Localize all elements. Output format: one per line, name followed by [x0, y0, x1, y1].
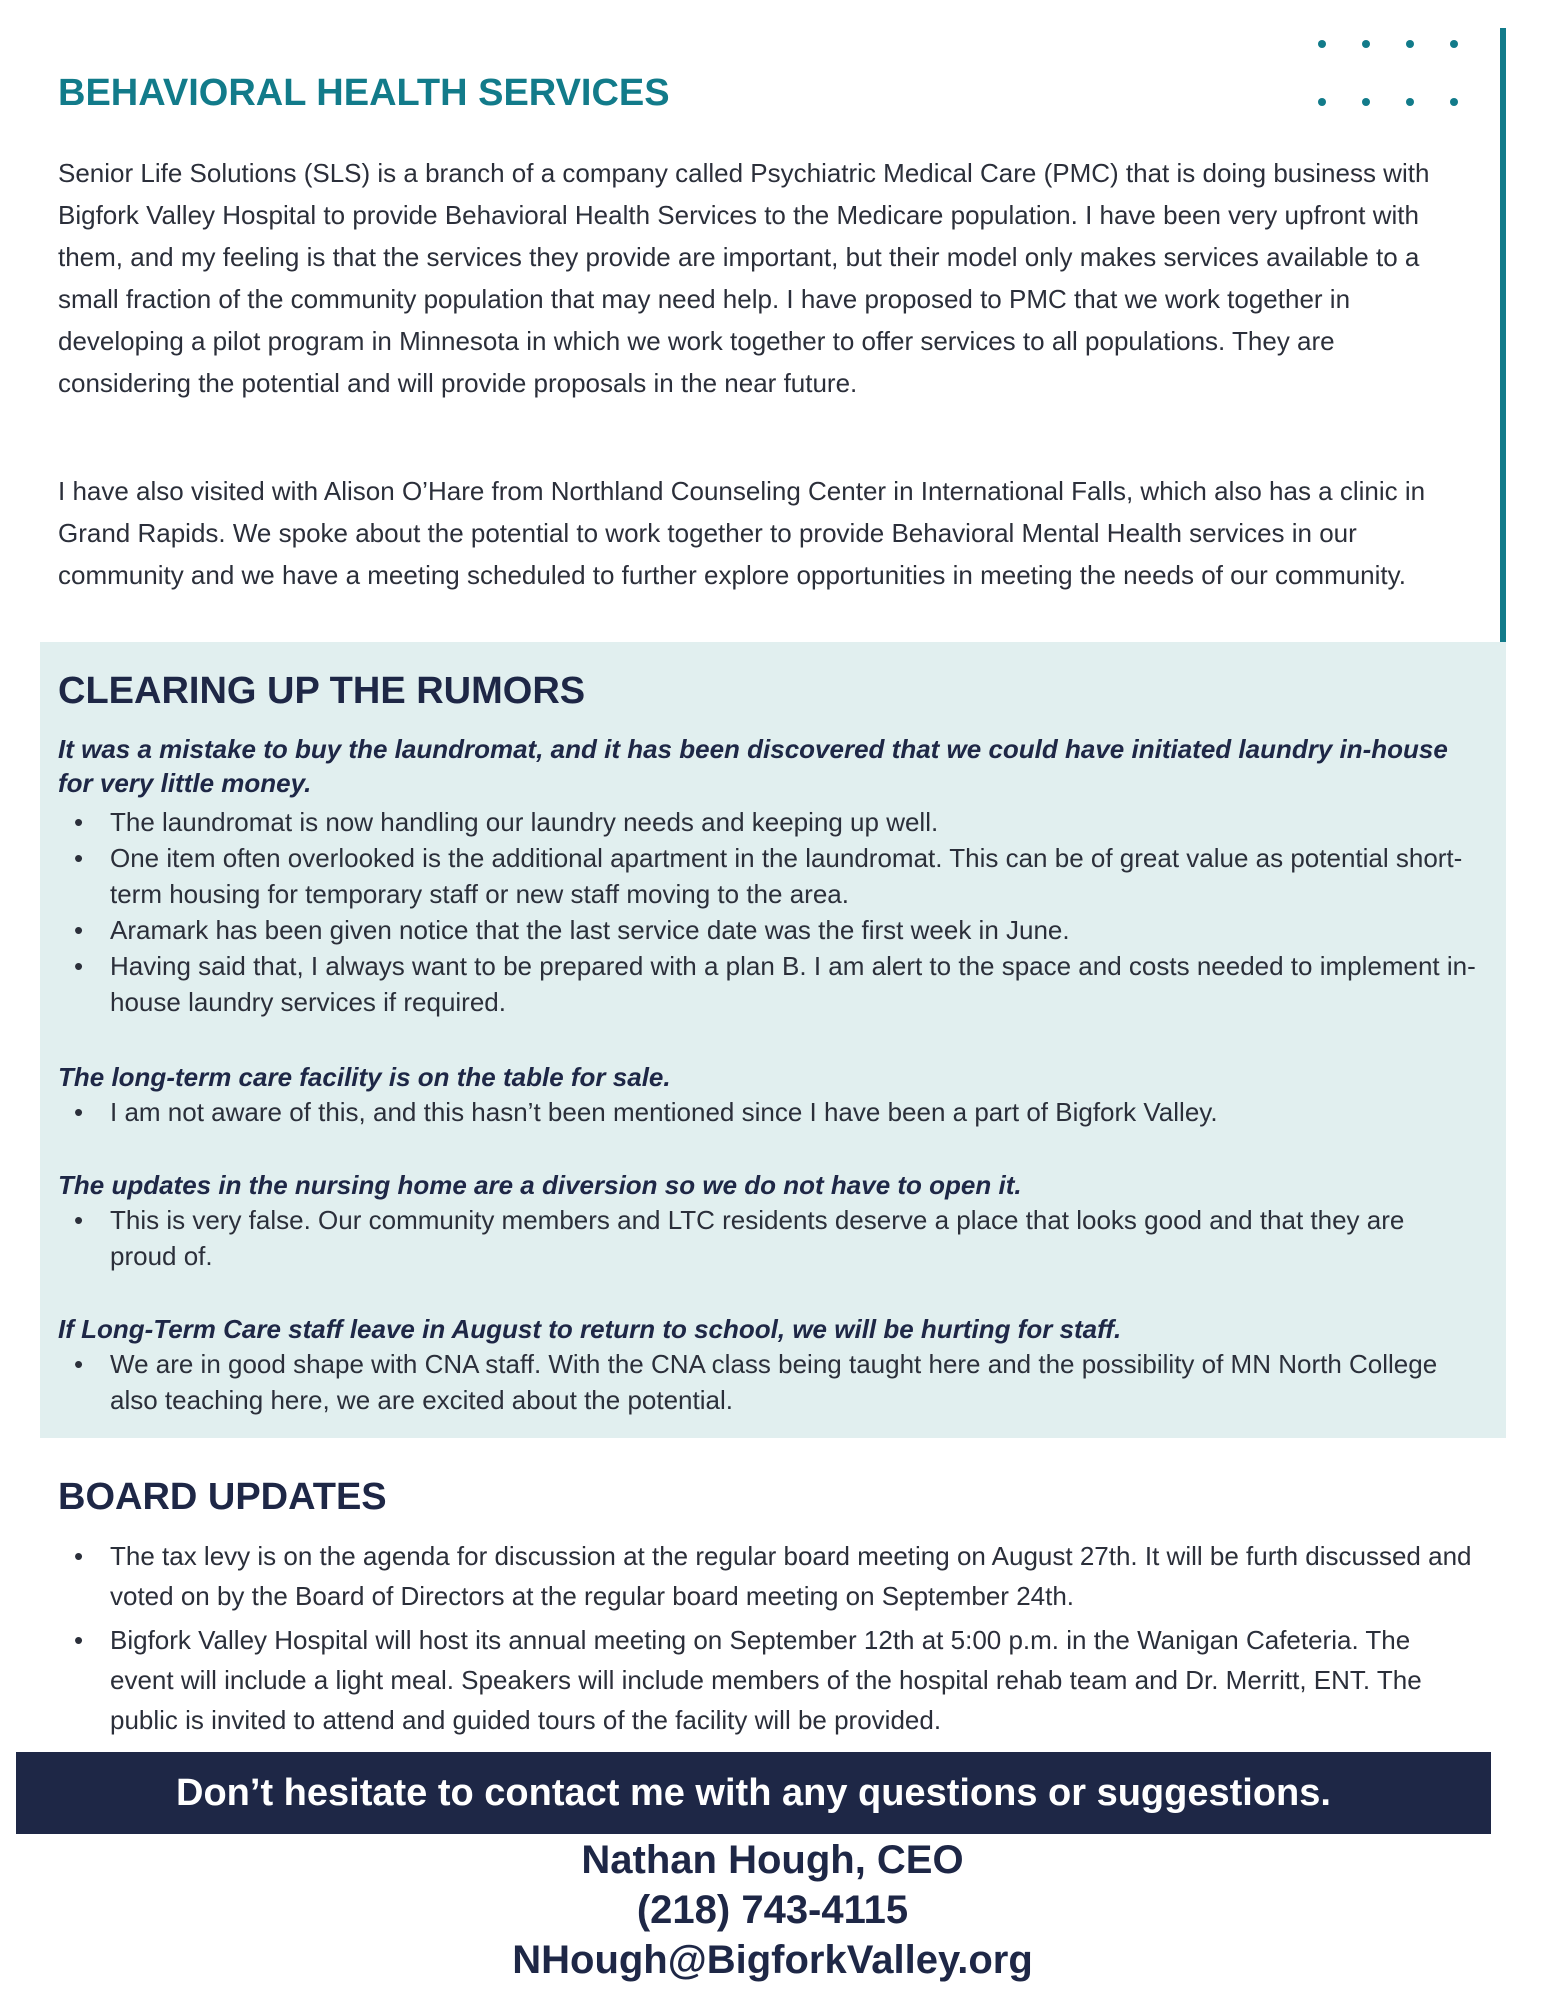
behavioral-health-title: BEHAVIORAL HEALTH SERVICES — [58, 72, 670, 114]
bullet-icon: • — [74, 843, 84, 873]
dot — [1362, 40, 1370, 48]
list-item-text: This is very false. Our community members and LTC residents deserve a place that looks good and that they are proud of. — [110, 1205, 1405, 1271]
rumor-answer-list — [58, 1094, 1478, 1130]
list-item-text: We are in good shape with CNA staff. With the CNA class being taught here and the possibility of MN North College also teaching here, we are excited about the potential. — [110, 1349, 1438, 1415]
list-item-text: I am not aware of this, and this hasn’t been mentioned since I have been a part of Bigfork Valley. — [110, 1097, 1218, 1127]
contact-banner-text: Don’t hesitate to contact me with any questions or suggestions. — [176, 1771, 1331, 1814]
list-item — [58, 804, 1478, 840]
dot — [1406, 98, 1414, 106]
list-item-text: The laundromat is now handling our laundry needs and keeping up well. — [110, 807, 939, 837]
dot — [1450, 40, 1458, 48]
board-updates-list — [58, 1536, 1478, 1744]
rumors-title: CLEARING UP THE RUMORS — [58, 670, 586, 712]
contact-email: NHough@BigforkValley.org — [512, 1938, 1033, 1982]
rumor-answer-list — [58, 1346, 1478, 1418]
rumor-answer-list — [58, 1202, 1478, 1274]
bullet-icon: • — [74, 1349, 84, 1379]
list-item-text: One item often overlooked is the additional apartment in the laundromat. This can be of great value as potential short-term housing for temporary staff or new staff moving to the area. — [110, 843, 1463, 909]
list-item-text: Having said that, I always want to be prepared with a plan B. I am alert to the space and costs needed to implement in-house laundry services if required. — [110, 951, 1476, 1017]
rumor-question: The long-term care facility is on the table for sale. — [58, 1062, 671, 1092]
contact-phone: (218) 743-4115 — [636, 1888, 909, 1932]
list-item — [58, 948, 1478, 1020]
bullet-icon: • — [74, 1625, 84, 1655]
bullet-icon: • — [74, 951, 84, 981]
dot — [1318, 40, 1326, 48]
list-item — [58, 912, 1478, 948]
dot — [1406, 40, 1414, 48]
rumor-answer-list — [58, 804, 1478, 1020]
bullet-icon: • — [74, 1205, 84, 1235]
bullet-icon: • — [74, 915, 84, 945]
list-item-text: Aramark has been given notice that the last service date was the first week in June. — [110, 915, 1070, 945]
list-item — [58, 1346, 1478, 1418]
list-item — [58, 1094, 1478, 1130]
contact-banner — [16, 1752, 1491, 1834]
behavioral-paragraph: Senior Life Solutions (SLS) is a branch of a company called Psychiatric Medical Care (PMC) that is doing business with Bigfork Valley Hospital to provide Behavioral Health Services to the Medicare population. I have been very upfront with them, and my feeling is that the services they provide are important, but their model only makes services available to a small fraction of the community population that may need help. I have proposed to PMC that we work together in developing a pilot program in Minnesota in which we work together to offer services to all populations. They are considering the potential and will provide proposals in the near future. — [58, 158, 1430, 398]
bullet-icon: • — [74, 1541, 84, 1571]
bullet-icon: • — [74, 1097, 84, 1127]
decorative-dot-grid — [1318, 40, 1478, 120]
list-item-text: Bigfork Valley Hospital will host its annual meeting on September 12th at 5:00 p.m. in the Wanigan Cafeteria. The event will include a light meal. Speakers will include members of the hospital rehab team and Dr. Merritt, ENT. The public is invited to attend and guided tours of the facility will be provided. — [110, 1625, 1422, 1735]
list-item-text: The tax levy is on the agenda for discussion at the regular board meeting on August 27th. It will be furth discussed and voted on by the Board of Directors at the regular board meeting on September 24th. — [110, 1541, 1472, 1611]
dot — [1362, 98, 1370, 106]
rumor-question: If Long-Term Care staff leave in August to return to school, we will be hurting for staff. — [58, 1314, 1122, 1344]
list-item — [58, 840, 1478, 912]
list-item — [58, 1536, 1478, 1616]
bullet-icon: • — [74, 807, 84, 837]
board-updates-title: BOARD UPDATES — [58, 1476, 387, 1518]
list-item — [58, 1202, 1478, 1274]
dot — [1450, 98, 1458, 106]
decorative-vertical-bar — [1500, 28, 1506, 694]
list-item — [58, 1620, 1478, 1740]
rumor-question: The updates in the nursing home are a diversion so we do not have to open it. — [58, 1170, 1022, 1200]
behavioral-paragraph: I have also visited with Alison O’Hare from Northland Counseling Center in International Falls, which also has a clinic in Grand Rapids. We spoke about the potential to work together to provide Behavioral Mental Health services in our community and we have a meeting scheduled to further explore opportunities in meeting the needs of our community. — [58, 476, 1426, 590]
dot — [1318, 98, 1326, 106]
contact-name: Nathan Hough, CEO — [581, 1838, 964, 1882]
rumor-question: It was a mistake to buy the laundromat, and it has been discovered that we could have initiated laundry in-house for very little money. — [58, 734, 1448, 798]
